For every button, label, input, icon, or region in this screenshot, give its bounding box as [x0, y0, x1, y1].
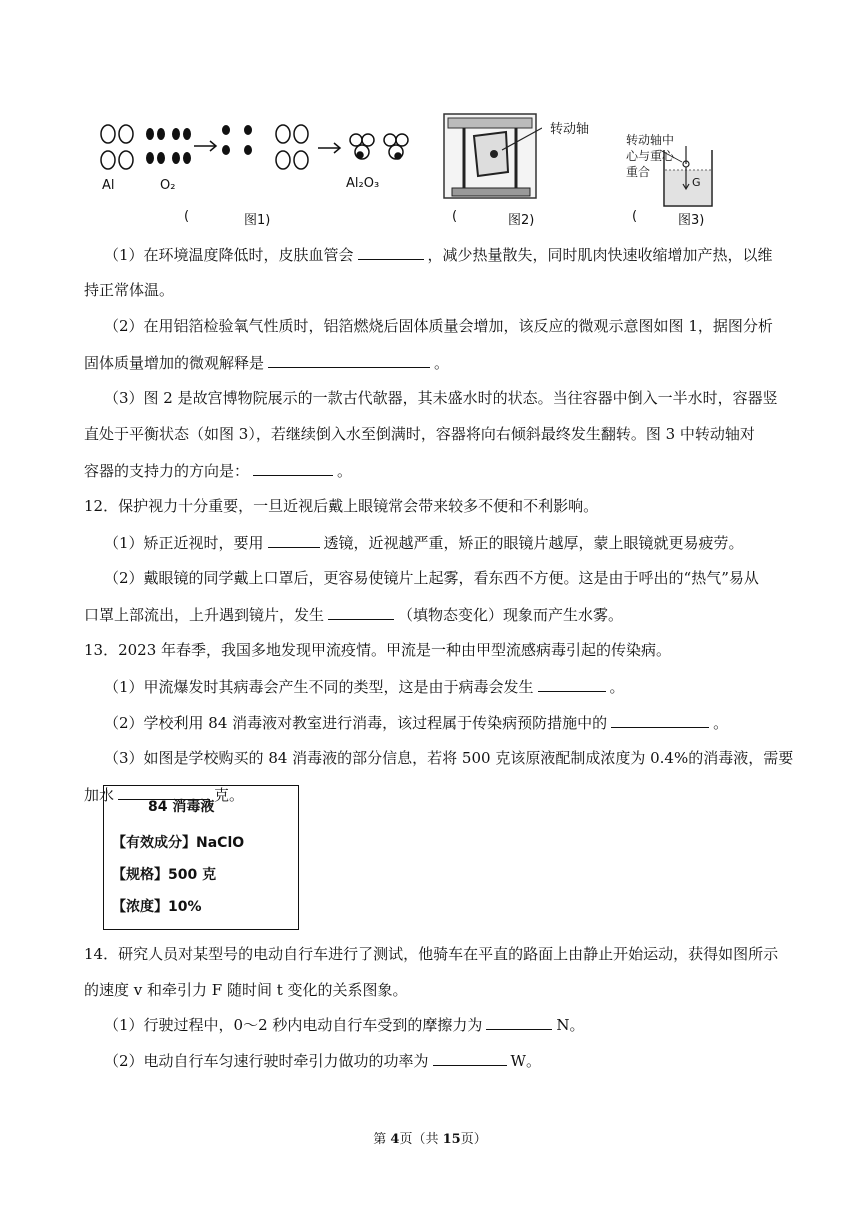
figure-1-atoms: [98, 118, 428, 233]
pivot-axis-annotation: 转动轴: [550, 122, 590, 137]
q12-part-2-line-2: 口罩上部流出，上升遇到镜片，发生 （填物态变化）现象而产生水雾。: [84, 606, 624, 624]
answer-blank[interactable]: [328, 604, 394, 620]
q11-part-1-line-1: （1）在环境温度降低时，皮肤血管会 ，减少热量散失，同时肌肉快速收缩增加产热，以维: [104, 246, 773, 264]
figure-3-balance: [620, 110, 720, 230]
al2o3-molecules: [350, 134, 408, 159]
q14-stem-line-2: 的速度 v 和牵引力 F 随时间 t 变化的关系图象。: [84, 981, 408, 999]
disinfectant-label-box: [103, 785, 299, 930]
q14-part-2: （2）电动自行车匀速行驶时牵引力做功的功率为 W。: [104, 1052, 541, 1070]
o2-molecules: [146, 128, 191, 164]
q11-part-1-line-2: 持正常体温。: [84, 281, 175, 299]
figure-1-caption: 图1): [244, 213, 271, 228]
figure-3-caption: 图3): [678, 213, 705, 228]
annotation-line-2: 心与重心: [626, 149, 675, 163]
label-spec: 【规格】500 克: [112, 867, 217, 883]
q13-part-3-line-1: （3）如图是学校购买的 84 消毒液的部分信息，若将 500 克该原液配制成浓度为 0.4%的消毒液，需要: [104, 749, 794, 767]
label-al: Al: [102, 178, 115, 193]
container-diagram: [660, 140, 716, 210]
figure-1-caption-open: (: [184, 209, 190, 224]
answer-blank[interactable]: [268, 532, 320, 548]
q11-part-2-line-2: 固体质量增加的微观解释是 。: [84, 354, 450, 372]
annotation-line-1: 转动轴中: [626, 133, 675, 147]
q13-stem: 13．2023 年春季，我国多地发现甲流疫情。甲流是一种由甲型流感病毒引起的传染病。: [84, 641, 672, 659]
al-atoms: [101, 125, 133, 169]
q11-part-3-line-3: 容器的支持力的方向是： 。: [84, 462, 353, 480]
figure-2-vessel: [442, 110, 622, 230]
q12-part-1: （1）矫正近视时，要用 透镜，近视越严重，矫正的眼镜片越厚，蒙上眼镜就更易疲劳。: [104, 534, 744, 552]
answer-blank[interactable]: [611, 712, 709, 728]
total-pages: 15: [442, 1132, 461, 1147]
figure-2-caption-open: (: [452, 209, 458, 224]
arrow-icon: [194, 141, 216, 151]
figure-3-caption-open: (: [632, 209, 638, 224]
q11-part-2-line-1: （2）在用铝箔检验氧气性质时，铝箔燃烧后固体质量会增加，该反应的微观示意图如图 1，据图分析: [104, 317, 773, 335]
annotation-line-3: 重合: [626, 165, 651, 179]
label-al2o3: Al₂O₃: [346, 176, 380, 191]
answer-blank[interactable]: [358, 244, 424, 260]
answer-blank[interactable]: [253, 460, 333, 476]
after-al-atoms: [276, 125, 308, 169]
gravity-label: G: [692, 176, 701, 189]
label-concentration: 【浓度】10%: [112, 899, 202, 915]
page-number: 4: [390, 1132, 400, 1147]
q11-part-3-line-2: 直处于平衡状态（如图 3），若继续倒入水至倒满时，容器将向右倾斜最终发生翻转。图 3 中转动轴对: [84, 425, 755, 443]
vessel-drawing: [442, 110, 542, 206]
q12-part-2-line-1: （2）戴眼镜的同学戴上口罩后，更容易使镜片上起雾，看东西不方便。这是由于呼出的“热气”易从: [104, 569, 759, 587]
figure-2-caption: 图2): [508, 213, 535, 228]
arrow-icon: [318, 143, 340, 153]
q11-part-3-line-1: （3）图 2 是故宫博物院展示的一款古代欹器，其未盛水时的状态。当往容器中倒入一半水时，容器竖: [104, 389, 778, 407]
label-o2: O₂: [160, 178, 176, 193]
answer-blank[interactable]: [433, 1050, 507, 1066]
page-footer: 第 4页（共 15页）: [373, 1132, 487, 1147]
after-o-atoms: [222, 125, 252, 155]
answer-blank[interactable]: [538, 676, 606, 692]
answer-blank[interactable]: [268, 352, 430, 368]
q13-part-3-line-2: 加水 克。: [84, 786, 245, 804]
answer-blank[interactable]: [486, 1014, 552, 1030]
label-ingredient: 【有效成分】NaClO: [112, 835, 245, 851]
q14-stem-line-1: 14．研究人员对某型号的电动自行车进行了测试，他骑车在平直的路面上由静止开始运动，获得如图所示: [84, 945, 779, 963]
q13-part-1: （1）甲流爆发时其病毒会产生不同的类型，这是由于病毒会发生 。: [104, 678, 625, 696]
label-title: 84 消毒液: [148, 799, 215, 815]
q14-part-1: （1）行驶过程中，0～2 秒内电动自行车受到的摩擦力为 N。: [104, 1016, 585, 1034]
q13-part-2: （2）学校利用 84 消毒液对教室进行消毒，该过程属于传染病预防措施中的 。: [104, 714, 729, 732]
q12-stem: 12．保护视力十分重要，一旦近视后戴上眼镜常会带来较多不便和不利影响。: [84, 497, 599, 515]
